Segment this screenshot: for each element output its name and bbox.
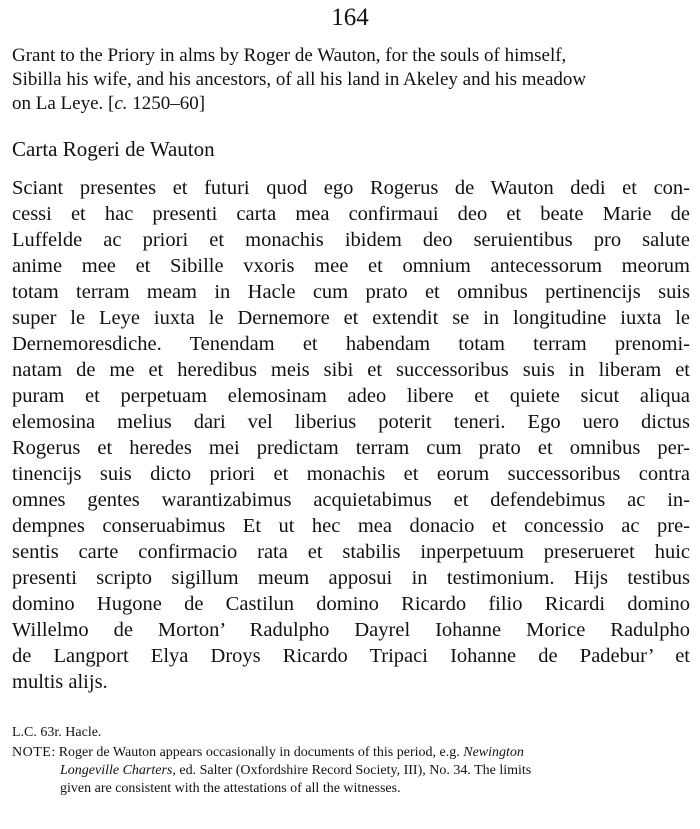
charter-line: multis alijs. (12, 671, 108, 693)
circa-abbrev: c. (114, 93, 128, 114)
note-line: given are consistent with the attestations of all the witnesses. (60, 781, 401, 796)
note-line (12, 744, 692, 762)
charter-line: presenti scripto sigillum meum apposui in testimonium. Hijs testibus (12, 567, 690, 589)
charter-line: Luffelde ac priori et monachis ibidem deo seruientibus pro salute (12, 229, 690, 251)
note-line (12, 762, 692, 780)
summary-line: Grant to the Priory in alms by Roger de Wauton, for the souls of himself, (12, 45, 567, 66)
charter-line: domino Hugone de Castilun domino Ricardo filio Ricardi domino (12, 593, 690, 615)
note-citation: Newington (463, 745, 524, 760)
charter-text (12, 175, 690, 695)
charter-line: Sciant presentes et futuri quod ego Rogerus de Wauton dedi et con- (12, 177, 690, 199)
charter-line: Willelmo de Morton’ Radulpho Dayrel Iohanne Morice Radulpho (12, 619, 690, 641)
manuscript-reference: L.C. 63r. Hacle. (12, 725, 102, 740)
summary-line: Sibilla his wife, and his ancestors, of all his land in Akeley and his meadow (12, 69, 587, 90)
charter-line: puram et perpetuam elemosinam adeo libere et quiete sicut aliqua (12, 385, 690, 407)
calendar-summary (12, 44, 688, 116)
editorial-notes (12, 724, 692, 798)
charter-line: elemosina melius dari vel liberius poterit teneri. Ego uero dictus (12, 411, 690, 433)
summary-line-date (12, 92, 688, 116)
note-label: NOTE (12, 745, 52, 760)
note-text: , ed. Salter (Oxfordshire Record Society, III), No. 34. The limits (172, 763, 532, 778)
date-range: 1250–60] (127, 93, 206, 114)
charter-line: de Langport Elya Droys Ricardo Tripaci Iohanne de Padebur’ et (12, 645, 690, 667)
charter-line: cessi et hac presenti carta mea confirmaui deo et beate Marie de (12, 203, 690, 225)
charter-line: omnes gentes warantizabimus acquietabimus et defendebimus ac in- (12, 489, 690, 511)
charter-heading: Carta Rogeri de Wauton (12, 137, 215, 161)
charter-line: tinencijs suis dicto priori et monachis et eorum successoribus contra (12, 463, 690, 485)
charter-line: natam de me et heredibus meis sibi et successoribus suis in liberam et (12, 359, 690, 381)
charter-line: Rogerus et heredes mei predictam terram cum prato et omnibus per- (12, 437, 690, 459)
charter-line: super le Leye iuxta le Dernemore et extendit se in longitudine iuxta le (12, 307, 690, 329)
summary-text: on La Leye. [ (12, 93, 115, 114)
charter-line: dempnes conseruabimus Et ut hec mea donacio et concessio ac pre- (12, 515, 690, 537)
charter-line: sentis carte confirmacio rata et stabilis inperpetuum preserueret huic (12, 541, 690, 563)
charter-line: Dernemoresdiche. Tenendam et habendam totam terram prenomi- (12, 333, 690, 355)
charter-line: totam terram meam in Hacle cum prato et omnibus pertinencijs suis (12, 281, 690, 303)
note-citation: Longeville Charters (60, 763, 173, 778)
charter-line: anime mee et Sibille vxoris mee et omnium antecessorum meorum (12, 255, 690, 277)
page-number: 164 (331, 4, 369, 31)
note-text: : Roger de Wauton appears occasionally in documents of this period, e.g. (51, 745, 464, 760)
